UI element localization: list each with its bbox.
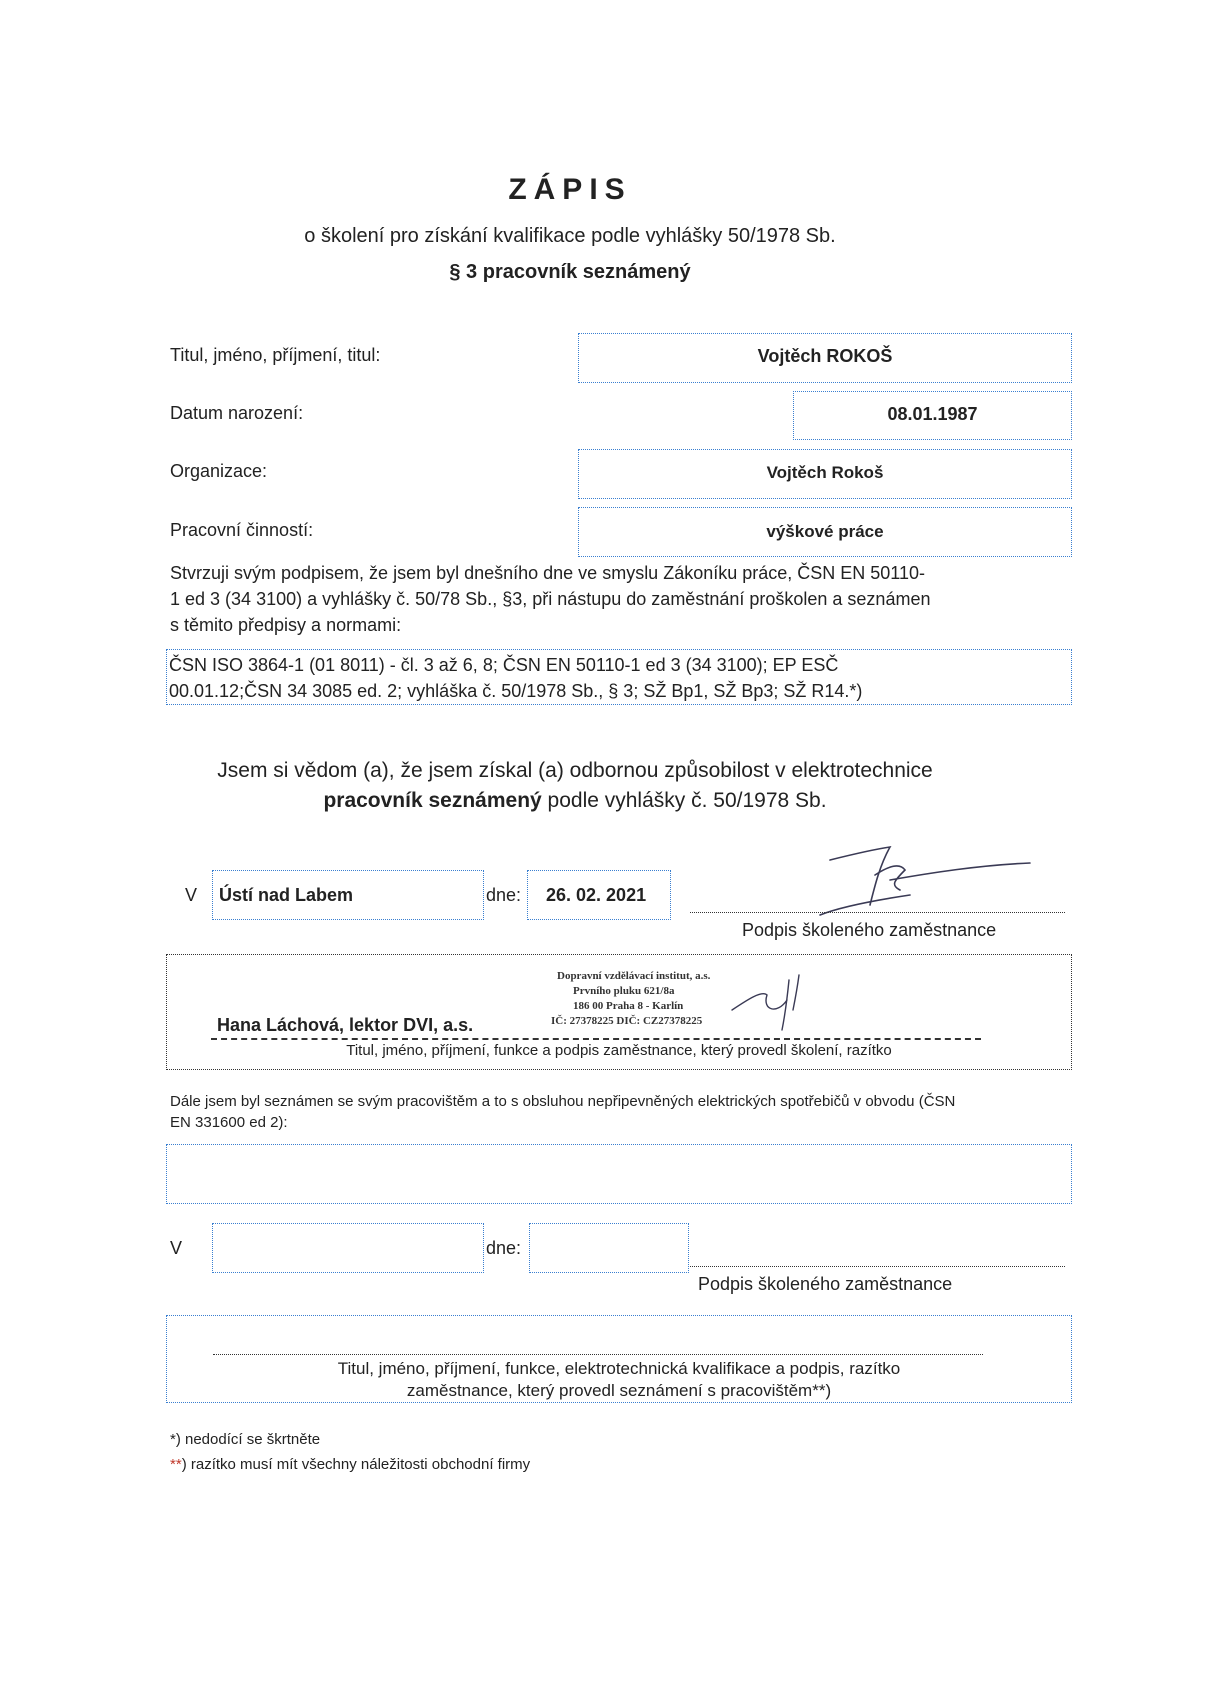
trainer-box bbox=[166, 954, 1072, 1070]
activity-label: Pracovní činností: bbox=[170, 520, 314, 540]
workplace-date-label: dne: bbox=[486, 1238, 522, 1258]
birth-label: Datum narození: bbox=[170, 403, 304, 423]
footnote-2 bbox=[170, 1456, 530, 1473]
stamp-line-3: 186 00 Praha 8 - Karlín bbox=[573, 1000, 684, 1012]
confirmation-line-2: 1 ed 3 (34 3100) a vyhlášky č. 50/78 Sb., §3, při nástupu do zaměstnání proškolen a seznámen bbox=[170, 589, 931, 609]
workplace-caption-line-1: Titul, jméno, příjmení, funkce, elektrotechnická kvalifikace a podpis, razítko bbox=[337, 1359, 901, 1378]
workplace-caption-line-2: zaměstnance, který provedl seznámení s pracovištěm**) bbox=[406, 1381, 832, 1400]
trainer-caption: Titul, jméno, příjmení, funkce a podpis zaměstnance, který provedl školení, razítko bbox=[346, 1042, 892, 1059]
place-prefix: V bbox=[185, 885, 198, 905]
trainee-signature-caption: Podpis školeného zaměstnance bbox=[742, 920, 997, 940]
date-value: 26. 02. 2021 bbox=[546, 885, 647, 905]
stamp-line-2: Prvního pluku 621/8a bbox=[573, 985, 675, 997]
organization-label: Organizace: bbox=[170, 461, 268, 481]
organization-field[interactable] bbox=[578, 449, 1072, 499]
organization-value: Vojtěch Rokoš bbox=[766, 463, 884, 482]
workplace-place-prefix: V bbox=[170, 1238, 183, 1258]
footnote-2-mark: ** bbox=[170, 1456, 182, 1473]
awareness-line-2 bbox=[0, 786, 1150, 816]
stamp-line-1: Dopravní vzdělávací institut, a.s. bbox=[557, 970, 711, 982]
activity-field[interactable] bbox=[578, 507, 1072, 557]
confirmation-line-1: Stvrzuji svým podpisem, že jsem byl dnešního dne ve smyslu Zákoníku práce, ČSN EN 50110- bbox=[170, 563, 925, 583]
workplace-text-line-2: EN 331600 ed 2): bbox=[170, 1114, 288, 1131]
name-field[interactable] bbox=[578, 333, 1072, 383]
document-section: § 3 pracovník seznámený bbox=[449, 261, 691, 283]
workplace-date-field[interactable] bbox=[529, 1223, 689, 1273]
trainer-name: Hana Láchová, lektor DVI, a.s. bbox=[217, 1015, 474, 1035]
workplace-trainer-box[interactable] bbox=[166, 1315, 1072, 1403]
date-field[interactable] bbox=[527, 870, 671, 920]
awareness-rest: podle vyhlášky č. 50/1978 Sb. bbox=[541, 789, 827, 812]
workplace-trainer-caption bbox=[167, 1358, 1071, 1402]
norms-line-1: ČSN ISO 3864-1 (01 8011) - čl. 3 až 6, 8; ČSN EN 50110-1 ed 3 (34 3100); EP ESČ bbox=[169, 655, 839, 675]
workplace-trainer-signature-line bbox=[213, 1354, 983, 1355]
organization-stamp bbox=[551, 969, 710, 1029]
workplace-field[interactable] bbox=[166, 1144, 1072, 1204]
place-value: Ústí nad Labem bbox=[219, 885, 354, 905]
confirmation-line-3: s těmito předpisy a normami: bbox=[170, 615, 402, 635]
workplace-text bbox=[170, 1091, 1090, 1133]
date-label: dne: bbox=[486, 885, 522, 905]
name-label: Titul, jméno, příjmení, titul: bbox=[170, 345, 381, 365]
footnote-2-text: ) razítko musí mít všechny náležitosti obchodní firmy bbox=[181, 1456, 531, 1473]
awareness-statement bbox=[0, 756, 1150, 816]
document-subtitle: o školení pro získání kvalifikace podle vyhlášky 50/1978 Sb. bbox=[304, 225, 836, 247]
confirmation-text bbox=[170, 560, 1070, 638]
name-value: Vojtěch ROKOŠ bbox=[757, 346, 893, 366]
awareness-bold: pracovník seznámený bbox=[323, 789, 542, 812]
birth-value: 08.01.1987 bbox=[887, 404, 978, 424]
stamp-line-4: IČ: 27378225 DIČ: CZ27378225 bbox=[551, 1015, 703, 1027]
trainee-signature-line bbox=[690, 912, 1065, 913]
birth-field[interactable] bbox=[793, 391, 1072, 440]
norms-line-2: 00.01.12;ČSN 34 3085 ed. 2; vyhláška č. 50/1978 Sb., § 3; SŽ Bp1, SŽ Bp3; SŽ R14.*) bbox=[169, 681, 863, 701]
workplace-place-field[interactable] bbox=[212, 1223, 484, 1273]
footnote-1: *) nedodící se škrtněte bbox=[170, 1431, 321, 1448]
norms-box[interactable] bbox=[166, 649, 1072, 705]
activity-value: výškové práce bbox=[766, 522, 884, 541]
workplace-text-line-1: Dále jsem byl seznámen se svým pracovištěm a to s obsluhou nepřipevněných elektrických spotřebičů v obvodu (ČSN bbox=[170, 1093, 956, 1110]
workplace-signature-line bbox=[690, 1266, 1065, 1267]
norms-text bbox=[167, 650, 1071, 704]
awareness-line-1: Jsem si vědom (a), že jsem získal (a) odbornou způsobilost v elektrotechnice bbox=[217, 759, 933, 782]
document-title: ZÁPIS bbox=[508, 173, 632, 206]
trainer-signature-image bbox=[727, 970, 817, 1040]
workplace-signature-caption: Podpis školeného zaměstnance bbox=[698, 1274, 953, 1294]
place-field[interactable] bbox=[212, 870, 484, 920]
trainer-signature-line bbox=[211, 1038, 981, 1040]
